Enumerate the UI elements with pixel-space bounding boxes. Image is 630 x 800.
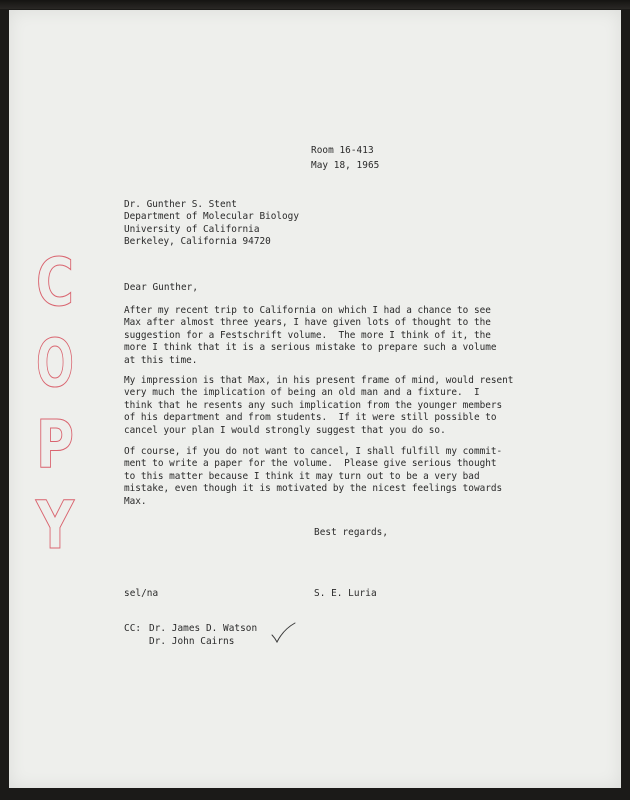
stamp-glyph: O xyxy=(36,325,74,402)
address-line: University of California xyxy=(124,223,260,235)
paragraph-line: After my recent trip to California on which I had a chance to see xyxy=(124,305,491,316)
stamp-glyph: Y xyxy=(35,487,75,564)
paragraph-line: mistake, even though it is motivated by the nicest feelings towards xyxy=(124,483,503,495)
closing: Best regards, xyxy=(314,527,389,538)
cc-label: CC: xyxy=(124,623,142,634)
recipient-address xyxy=(124,199,299,249)
cc-name: Dr. John Cairns xyxy=(149,636,235,647)
paragraph-line: more I think that it is a serious mistake to prepare such a volume xyxy=(124,342,497,354)
body-paragraph-1 xyxy=(124,305,497,367)
salutation: Dear Gunther, xyxy=(124,282,199,293)
paragraph-line: of his department and from students. If it were still possible to xyxy=(124,412,497,424)
copy-stamp-letter-p xyxy=(31,406,79,483)
paragraph-line: My impression is that Max, in his present frame of mind, would resent xyxy=(124,375,514,386)
typist-initials: sel/na xyxy=(124,588,159,599)
paragraph-line: Max. xyxy=(124,495,147,507)
paragraph-line: suggestion for a Festschrift volume. The more I think of it, the xyxy=(124,329,491,341)
body-paragraph-3 xyxy=(124,446,502,508)
cc-name: Dr. James D. Watson xyxy=(149,623,258,634)
address-line: Berkeley, California 94720 xyxy=(124,236,271,248)
copy-stamp-letter-y xyxy=(31,487,79,564)
address-line: Department of Molecular Biology xyxy=(124,211,299,223)
paragraph-line: ment to write a paper for the volume. Please give serious thought xyxy=(124,458,497,470)
body-paragraph-2 xyxy=(124,375,513,437)
stamp-glyph: C xyxy=(36,244,74,321)
paragraph-line: Of course, if you do not want to cancel, I shall fulfill my commit- xyxy=(124,446,503,457)
paragraph-line: at this time. xyxy=(124,354,198,366)
paragraph-line: to this matter because I think it may turn out to be a very bad xyxy=(124,470,480,482)
paragraph-line: think that he resents any such implication from the younger members xyxy=(124,399,503,411)
top-edge xyxy=(0,0,630,9)
paragraph-line: very much the implication of being an old man and a fixture. I xyxy=(124,387,480,399)
copy-stamp-letter-c xyxy=(31,244,79,321)
signature-name: S. E. Luria xyxy=(314,588,377,599)
copy-stamp-letter-o xyxy=(31,325,79,402)
address-line: Dr. Gunther S. Stent xyxy=(124,199,237,210)
paragraph-line: cancel your plan I would strongly suggest that you do so. xyxy=(124,424,446,436)
check-mark-icon xyxy=(270,621,298,645)
stamp-glyph: P xyxy=(36,406,74,483)
paragraph-line: Max after almost three years, I have given lots of thought to the xyxy=(124,317,491,329)
room-number: Room 16-413 xyxy=(311,145,374,156)
letter-date: May 18, 1965 xyxy=(311,160,380,171)
letter-page xyxy=(9,10,621,788)
